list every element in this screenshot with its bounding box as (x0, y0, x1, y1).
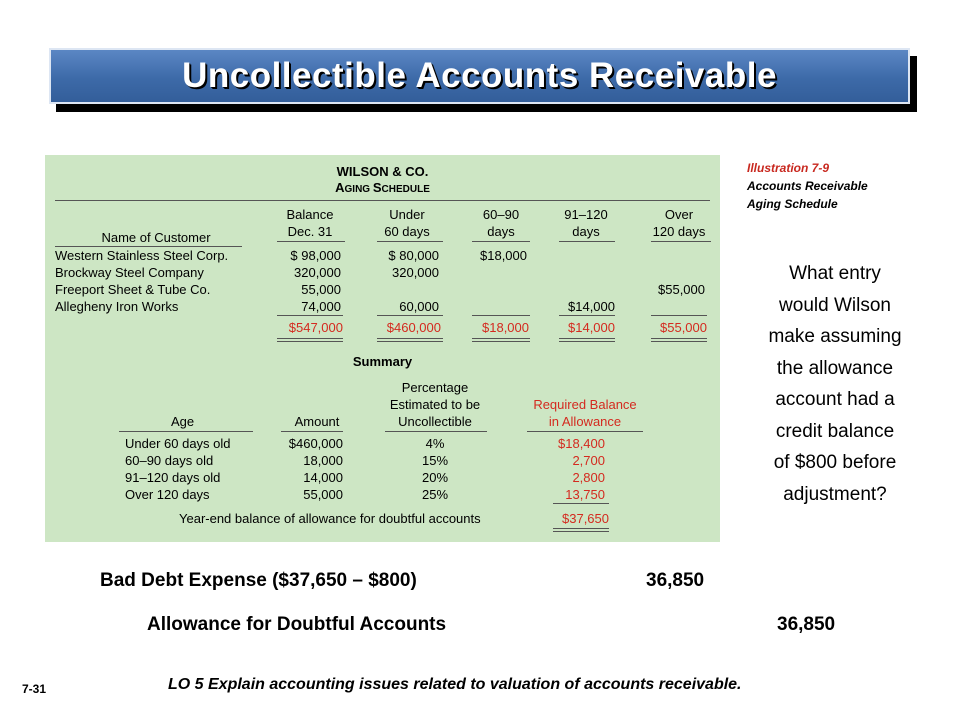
subtotal-rule (277, 315, 343, 316)
summary-underline (527, 431, 643, 432)
slide-title: Uncollectible Accounts Receivable (182, 56, 777, 95)
col-header-91-120-sub: days (572, 224, 600, 239)
total-balance: $547,000 (288, 320, 343, 335)
summary-amount: 18,000 (303, 453, 343, 468)
total-under60: $460,000 (386, 320, 441, 335)
credit-account: Allowance for Doubtful Accounts (147, 614, 447, 635)
total-91-120: $14,000 (568, 320, 615, 335)
customer-name: Western Stainless Steel Corp. (55, 248, 229, 263)
col-header-balance-sub: Dec. 31 (287, 224, 333, 239)
cell-under60: 320,000 (392, 265, 439, 280)
col-underline (377, 241, 443, 242)
summary-subtotal-rule (553, 503, 609, 504)
summary-pct: 4% (425, 436, 445, 451)
total-double-rule (472, 338, 530, 342)
question-line: What entry (789, 263, 881, 284)
total-60-90: $18,000 (482, 320, 529, 335)
credit-amount: 36,850 (777, 614, 836, 635)
company-name: WILSON & CO. (336, 164, 429, 179)
question-line: of $800 before (773, 452, 897, 473)
question-line: adjustment? (783, 483, 887, 505)
year-end-double-rule (553, 528, 609, 532)
total-double-rule (559, 338, 615, 342)
summary-header-percentage-3: Uncollectible (398, 414, 472, 429)
col-header-name: Name of Customer (101, 230, 211, 245)
summary-header-age: Age (171, 414, 195, 429)
col-header-91-120: 91–120 (564, 207, 608, 222)
cell-balance: 55,000 (301, 282, 341, 297)
subtotal-rule (651, 315, 707, 316)
year-end-total: $37,650 (562, 511, 609, 526)
summary-header-amount: Amount (294, 414, 340, 429)
col-underline (651, 241, 711, 242)
schedule-heading: AGING SCHEDULE (335, 180, 430, 195)
col-header-balance: Balance (286, 207, 334, 222)
col-underline (559, 241, 615, 242)
summary-underline (119, 431, 253, 432)
summary-underline (281, 431, 343, 432)
col-header-under60-sub: 60 days (384, 224, 430, 239)
header-rule (55, 200, 710, 201)
title-banner (49, 48, 910, 104)
col-underline (277, 241, 345, 242)
subtotal-rule (377, 315, 443, 316)
total-over120: $55,000 (660, 320, 707, 335)
illustration-number: Illustration 7-9 (747, 161, 830, 175)
year-end-label: Year-end balance of allowance for doubtful accounts (179, 511, 481, 526)
col-underline (55, 246, 242, 247)
col-header-under60: Under (389, 207, 425, 222)
customer-name: Allegheny Iron Works (55, 299, 179, 314)
illustration-title-2: Aging Schedule (747, 197, 838, 211)
question-line: the allowance (776, 357, 894, 379)
summary-required: 2,700 (572, 453, 605, 468)
cell-over120: $55,000 (658, 282, 705, 297)
customer-name: Freeport Sheet & Tube Co. (55, 282, 211, 297)
total-double-rule (651, 338, 707, 342)
summary-age: Over 120 days (125, 487, 210, 502)
cell-balance: 74,000 (301, 299, 341, 314)
summary-amount: $460,000 (288, 436, 343, 451)
col-underline (472, 241, 530, 242)
aging-schedule-panel (45, 155, 720, 542)
question-line: make assuming (768, 326, 902, 347)
summary-pct: 25% (421, 487, 449, 502)
cell-under60: $ 80,000 (388, 248, 439, 263)
col-header-over120-sub: 120 days (652, 224, 706, 239)
summary-required: $18,400 (558, 436, 605, 451)
summary-age: 91–120 days old (125, 470, 221, 485)
cell-balance: 320,000 (294, 265, 341, 280)
summary-header-required: Required Balance (533, 397, 637, 412)
summary-required: 13,750 (565, 487, 605, 502)
col-header-60-90-sub: days (487, 224, 515, 239)
question-line: account had a (775, 389, 895, 410)
summary-header-percentage-2: Estimated to be (389, 397, 481, 412)
summary-amount: 55,000 (303, 487, 343, 502)
subtotal-rule (559, 315, 615, 316)
total-double-rule (277, 338, 343, 342)
page-number: 7-31 (22, 682, 47, 696)
summary-underline (385, 431, 487, 432)
question-line: credit balance (775, 420, 895, 442)
cell-91-120: $14,000 (568, 299, 615, 314)
learning-objective: LO 5 Explain accounting issues related to valuation of accounts receivable. (168, 676, 742, 693)
summary-pct: 20% (421, 470, 449, 485)
cell-balance: $ 98,000 (290, 248, 341, 263)
debit-account: Bad Debt Expense ($37,650 – $800) (100, 570, 417, 591)
debit-amount: 36,850 (646, 570, 705, 591)
cell-under60: 60,000 (399, 299, 439, 314)
col-header-60-90: 60–90 (482, 207, 520, 222)
question-text (735, 258, 935, 510)
customer-name: Brockway Steel Company (55, 265, 204, 280)
summary-pct: 15% (421, 453, 449, 468)
cell-60-90: $18,000 (480, 248, 527, 263)
summary-required: 2,800 (572, 470, 605, 485)
summary-header-percentage: Percentage (401, 380, 469, 395)
total-double-rule (377, 338, 443, 342)
summary-amount: 14,000 (303, 470, 343, 485)
summary-age: Under 60 days old (125, 436, 231, 451)
illustration-title-1: Accounts Receivable (747, 179, 868, 193)
col-header-over120: Over (664, 207, 694, 222)
summary-age: 60–90 days old (125, 453, 214, 468)
subtotal-rule (472, 315, 530, 316)
summary-title: Summary (352, 354, 413, 369)
summary-header-required-2: in Allowance (548, 414, 622, 429)
question-line: would Wilson (779, 294, 891, 316)
